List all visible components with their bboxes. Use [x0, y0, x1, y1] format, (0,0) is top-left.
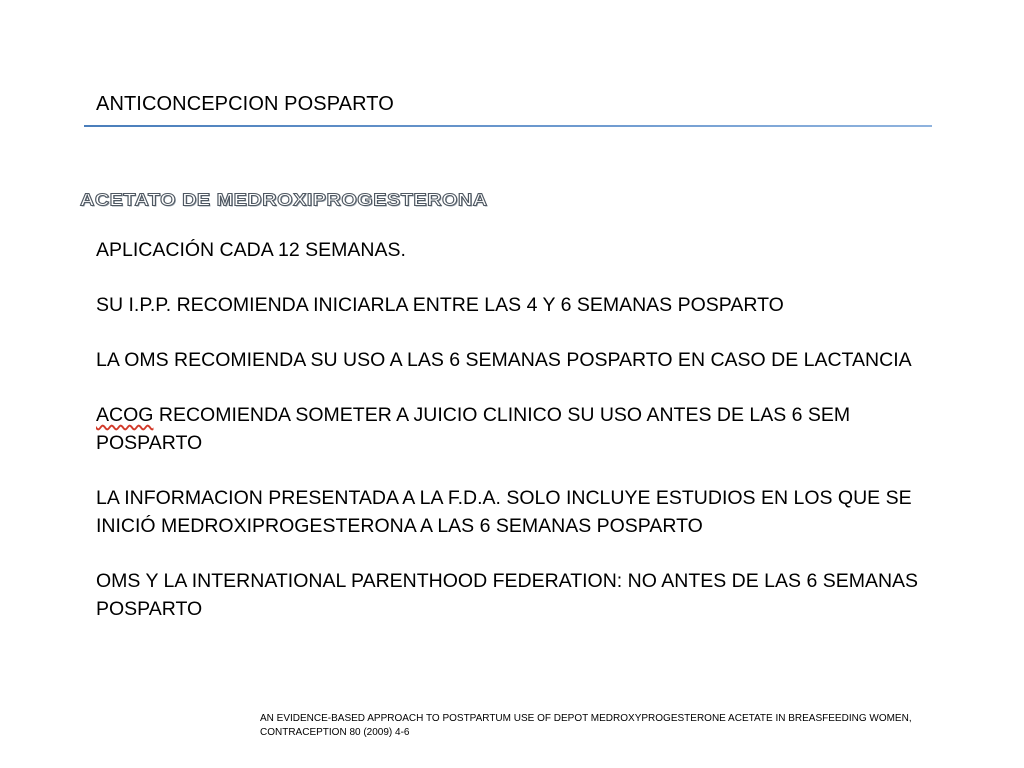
paragraph-fda-information: LA INFORMACION PRESENTADA A LA F.D.A. SOLO INCLUYE ESTUDIOS EN LOS QUE SE INICIÓ MEDROXIPROGESTERONA A LAS 6 SEMANAS POSPARTO: [96, 487, 912, 537]
citation-line-2: CONTRACEPTION 80 (2009) 4-6: [260, 727, 410, 738]
title-underline: [84, 125, 932, 127]
acog-abbreviation: ACOG: [96, 404, 154, 426]
paragraph-oms-lactation: LA OMS RECOMIENDA SU USO A LAS 6 SEMANAS POSPARTO EN CASO DE LACTANCIA: [96, 349, 912, 371]
slide-body: [96, 236, 922, 650]
citation: [260, 712, 980, 740]
paragraph-application-interval: APLICACIÓN CADA 12 SEMANAS.: [96, 239, 406, 261]
paragraph-oms-ippf: OMS Y LA INTERNATIONAL PARENTHOOD FEDERATION: NO ANTES DE LAS 6 SEMANAS POSPARTO: [96, 570, 919, 620]
citation-line-1: AN EVIDENCE-BASED APPROACH TO POSTPARTUM USE OF DEPOT MEDROXYPROGESTERONE ACETATE IN BREASFEEDING WOMEN,: [260, 713, 912, 724]
paragraph-acog: [96, 401, 922, 457]
paragraph-ipp-recommendation: SU I.P.P. RECOMIENDA INICIARLA ENTRE LAS 4 Y 6 SEMANAS POSPARTO: [96, 294, 784, 316]
slide-title: ANTICONCEPCION POSPARTO: [96, 93, 394, 115]
slide-subtitle: ACETATO DE MEDROXIPROGESTERONA: [80, 191, 488, 210]
acog-recommendation-text: RECOMIENDA SOMETER A JUICIO CLINICO SU USO ANTES DE LAS 6 SEM POSPARTO: [96, 404, 851, 454]
